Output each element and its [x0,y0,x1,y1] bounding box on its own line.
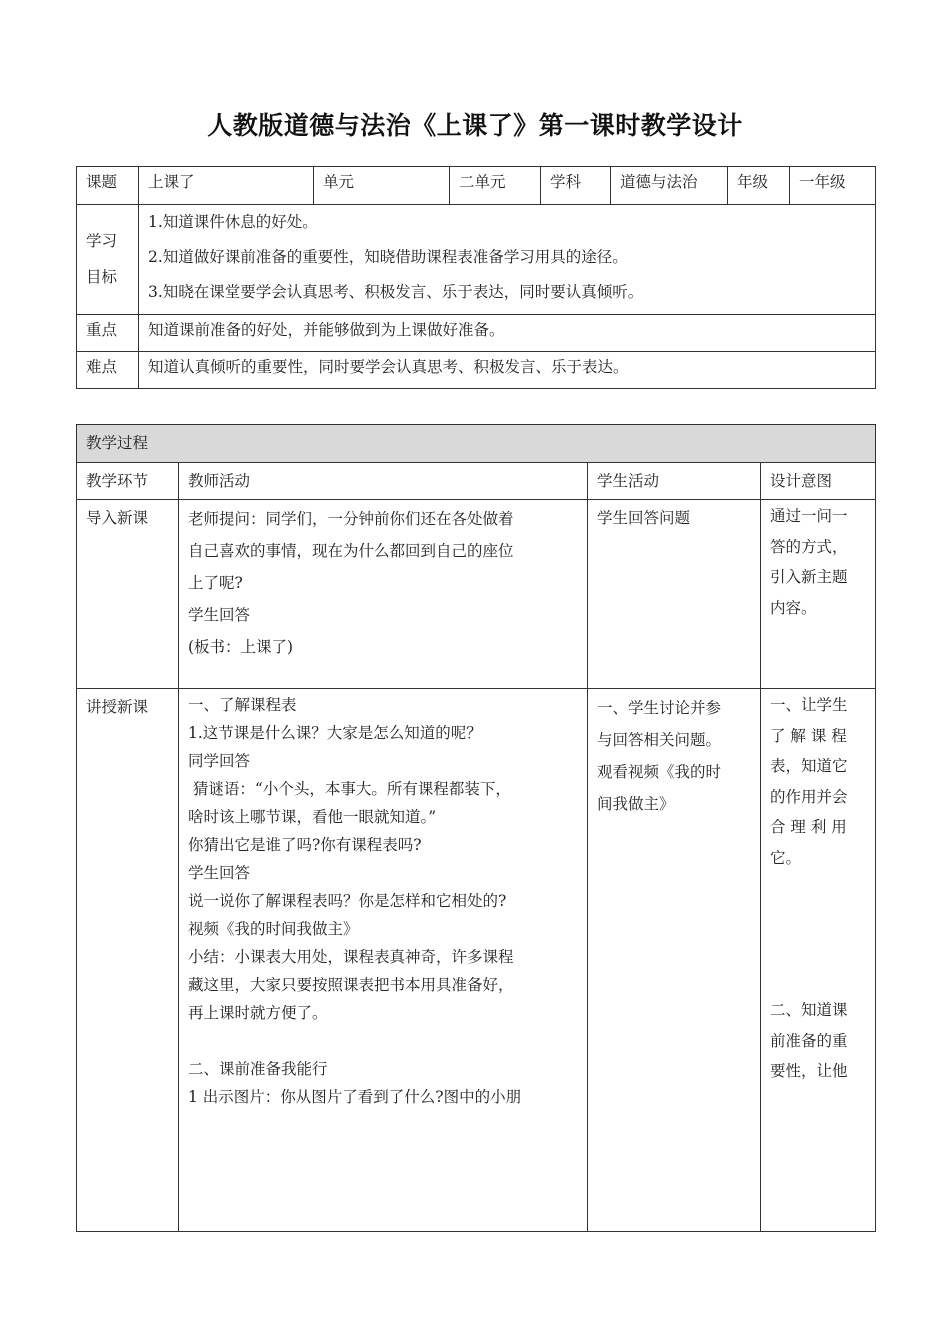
document-title: 人教版道德与法治《上课了》第一课时教学设计 [207,111,743,140]
text-line: 视频《我的时间我做主》 [188,920,359,938]
design-intent-intro [761,500,876,689]
header-student: 学生活动 [588,463,761,500]
goal-item: 1.知道课件休息的好处。 [148,213,318,231]
text-line: 引入新主题 [770,568,848,586]
difficulty-value: 知道认真倾听的重要性，同时要学会认真思考、积极发言、乐于表达。 [139,352,876,389]
goal-item: 3.知晓在课堂要学会认真思考、积极发言、乐于表达，同时要认真倾听。 [148,283,644,301]
text-line: 同学回答 [188,752,251,770]
text-line: 1.这节课是什么课？大家是怎么知道的呢？ [188,724,482,742]
text-line: 老师提问：同学们，一分钟前你们还在各处做着 [188,510,514,528]
text-line: 二、课前准备我能行 [188,1060,328,1078]
text-line: 表，知道它 [770,757,848,775]
text-line: 答的方式， [770,537,848,556]
grade-value: 一年级 [790,167,876,205]
header-stage: 教学环节 [77,463,179,500]
text-line: 学生回答 [188,606,251,624]
difficulty-label: 难点 [77,352,139,389]
goal-item: 2.知道做好课前准备的重要性，知晓借助课程表准备学习用具的途径。 [148,248,628,266]
text-line: 学生回答问题 [597,509,691,527]
stage-teaching: 讲授新课 [77,689,179,1232]
process-section-title: 教学过程 [77,425,876,463]
text-line: 通过一问一 [770,507,848,525]
grade-label: 年级 [728,167,790,205]
text-line: 了 解 课 程 [770,726,847,745]
text-line: 间我做主》 [597,795,675,813]
text-line: 前准备的重 [770,1031,848,1050]
stage-intro: 导入新课 [77,500,179,689]
text-line: 再上课时就方便了。 [188,1004,328,1022]
topic-value: 上课了 [139,167,314,205]
key-label: 重点 [77,315,139,352]
text-line: 一、了解课程表 [188,696,297,714]
teacher-activity-teaching [179,689,588,1232]
text-line: 藏这里，大家只要按照课表把书本用具准备好， [188,976,514,994]
student-activity-teaching [588,689,761,1232]
subject-label: 学科 [541,167,611,205]
text-line: 学生回答 [188,864,251,882]
text-line: 说一说你了解课程表吗？你是怎样和它相处的? [188,892,507,910]
text-line: 二、知道课 [770,1001,848,1019]
text-line: 一、让学生 [770,696,848,714]
student-activity-intro [588,500,761,689]
text-line: 小结：小课表大用处，课程表真神奇，许多课程 [188,948,514,966]
text-line: 合 理 利 用 [770,818,847,836]
process-table [76,424,876,1232]
header-teacher: 教师活动 [179,463,588,500]
design-intent-teaching [761,689,876,1232]
header-intent: 设计意图 [761,463,876,500]
teacher-activity-intro [179,500,588,689]
text-line: 自己喜欢的事情，现在为什么都回到自己的座位 [188,542,514,560]
text-line: 内容。 [770,598,817,617]
text-line: 与回答相关问题。 [597,731,722,749]
topic-label: 课题 [77,167,139,205]
text-line: (板书：上课了) [188,638,294,656]
text-line: 它。 [770,848,802,867]
unit-label: 单元 [314,167,450,205]
key-value: 知道课前准备的好处，并能够做到为上课做好准备。 [139,315,876,352]
text-line: 的作用并会 [770,787,848,806]
info-table [76,166,876,389]
text-line: 要性，让他 [770,1062,848,1080]
text-line: 1 出示图片：你从图片了看到了什么?图中的小朋 [188,1088,522,1106]
subject-value: 道德与法治 [611,167,728,205]
text-line: 一、学生讨论并参 [597,699,722,717]
goals-label: 学习 目标 [77,205,139,315]
text-line: 啥时该上哪节课，看他一眼就知道。” [188,808,437,826]
text-line: 猜谜语：“小个头，本事大。所有课程都装下， [188,780,511,798]
unit-value: 二单元 [450,167,541,205]
text-line: 上了呢? [188,574,243,592]
text-line: 你猜出它是谁了吗?你有课程表吗? [188,836,422,854]
text-line: 观看视频《我的时 [597,763,722,781]
goals-list [139,205,876,315]
